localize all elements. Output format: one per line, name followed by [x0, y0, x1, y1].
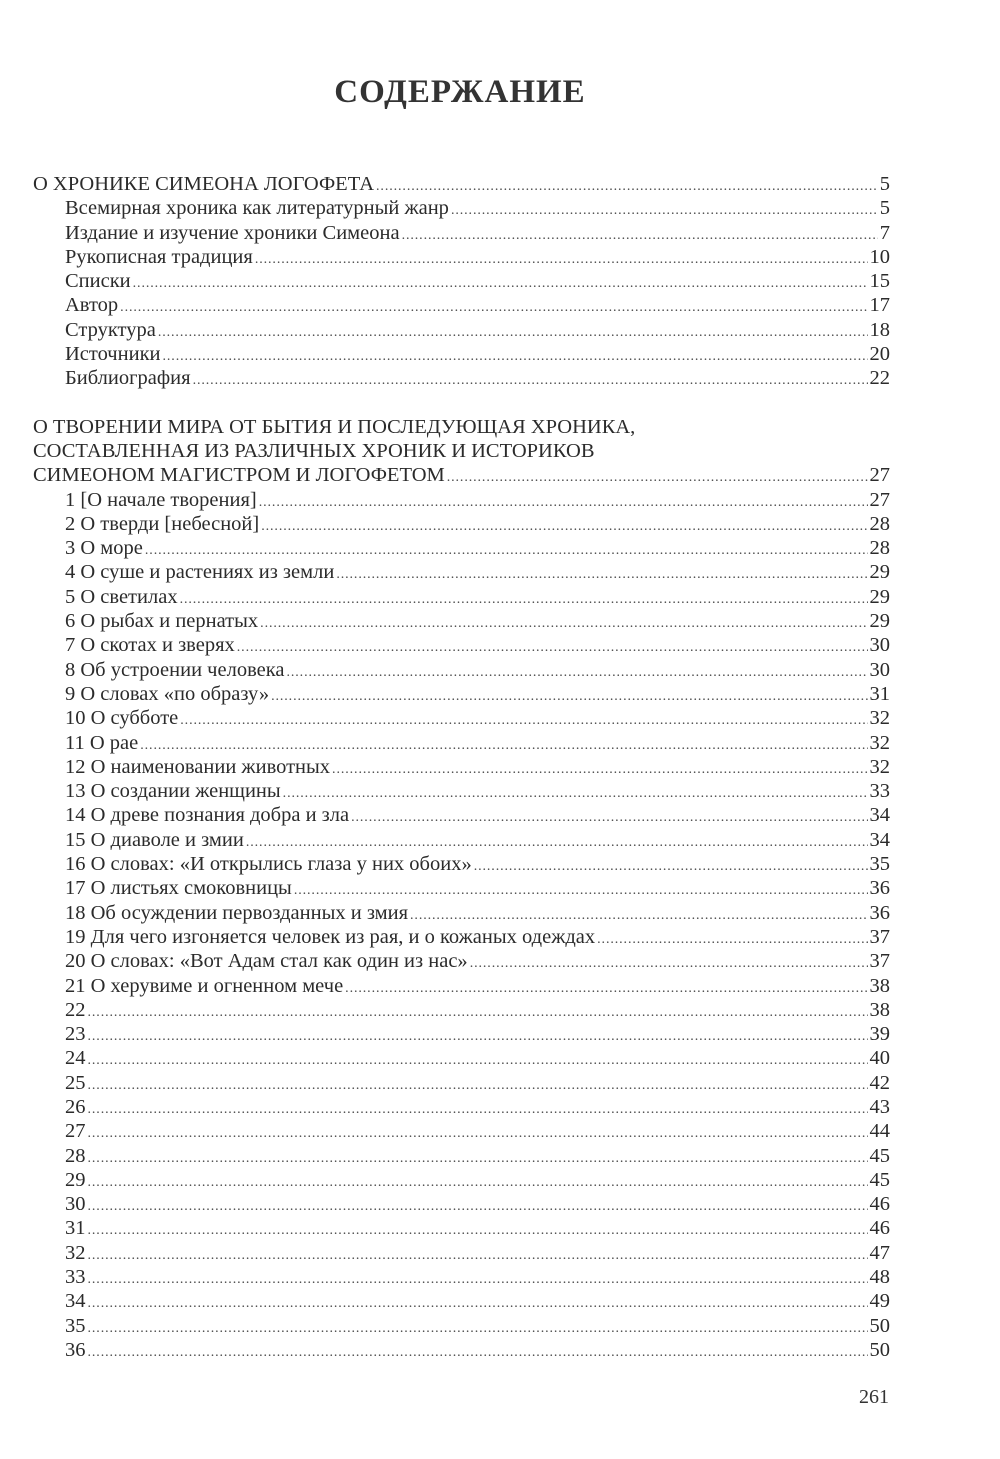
toc-page-number: 28 — [869, 537, 890, 560]
toc-page-number: 15 — [869, 270, 890, 293]
toc-heading-label: О ХРОНИКЕ СИМЕОНА ЛОГОФЕТА — [33, 173, 375, 195]
toc-entry[interactable] — [33, 1119, 890, 1143]
toc-section-heading[interactable] — [33, 463, 890, 487]
toc-entry[interactable] — [33, 803, 890, 827]
toc-page-number: 17 — [869, 294, 890, 317]
toc-entry[interactable] — [33, 245, 890, 269]
toc-page-number: 7 — [879, 221, 890, 244]
toc-heading-line: О ТВОРЕНИИ МИРА ОТ БЫТИЯ И ПОСЛЕДУЮЩАЯ ХРОНИКА, — [33, 415, 636, 438]
toc-entry-label: 11 О рае — [65, 731, 139, 754]
toc-entry-label: 9 О словах «по образу» — [65, 682, 270, 705]
toc-entry-label: 17 О листьях смоковницы — [65, 877, 292, 900]
toc-entry-label: 16 О словах: «И открылись глаза у них обоих» — [65, 853, 472, 876]
toc-entry-label: Списки — [65, 270, 131, 293]
leader-dots — [120, 296, 867, 320]
leader-dots — [237, 636, 868, 660]
toc-page-number: 50 — [869, 1314, 890, 1337]
toc-entry-label: 36 — [65, 1338, 86, 1361]
toc-entry-label: 3 О море — [65, 537, 143, 560]
toc-section-heading[interactable] — [33, 172, 890, 196]
leader-dots — [88, 1219, 868, 1243]
leader-dots — [193, 369, 868, 393]
leader-dots — [163, 345, 868, 369]
toc-entry-label: 25 — [65, 1071, 86, 1094]
toc-entry[interactable] — [33, 1144, 890, 1168]
leader-dots — [88, 1122, 868, 1146]
leader-dots — [88, 1147, 868, 1171]
toc-entry[interactable] — [33, 682, 890, 706]
toc-entry-label: 14 О древе познания добра и зла — [65, 804, 350, 827]
toc-page-number: 29 — [869, 610, 890, 633]
toc-entry[interactable] — [33, 1192, 890, 1216]
leader-dots — [451, 199, 878, 223]
toc-entry-label: 15 О диаволе и змии — [65, 828, 244, 851]
leader-dots — [133, 272, 868, 296]
toc-entry-label: Рукописная традиция — [65, 245, 253, 268]
toc-entry-label: Источники — [65, 343, 161, 366]
toc-page-number: 46 — [869, 1193, 890, 1216]
toc-page-number: 29 — [869, 585, 890, 608]
toc-page-number: 33 — [869, 780, 890, 803]
leader-dots — [259, 491, 868, 515]
toc-page-number: 44 — [869, 1120, 890, 1143]
toc-entry-label: 6 О рыбах и пернатых — [65, 610, 259, 633]
leader-dots — [88, 1268, 868, 1292]
toc-entry-label: 26 — [65, 1095, 86, 1118]
toc-entry[interactable] — [33, 998, 890, 1022]
toc-page-number: 35 — [869, 853, 890, 876]
toc-entry[interactable] — [33, 1168, 890, 1192]
toc-entry-label: 24 — [65, 1047, 86, 1070]
toc-entry-label: 20 О словах: «Вот Адам стал как один из нас» — [65, 950, 468, 973]
toc-entry-label: 13 О создании женщины — [65, 780, 281, 803]
toc-entry[interactable] — [33, 221, 890, 245]
leader-dots — [88, 1098, 868, 1122]
toc-entry-label: 29 — [65, 1168, 86, 1191]
toc-entry-label: 23 — [65, 1023, 86, 1046]
toc-section-2 — [33, 415, 890, 1363]
toc-entry[interactable] — [33, 1046, 890, 1070]
leader-dots — [88, 1341, 868, 1365]
section-spacer — [33, 391, 890, 415]
toc-page-number: 31 — [869, 682, 890, 705]
toc-entry[interactable] — [33, 269, 890, 293]
toc-page-number: 30 — [869, 634, 890, 657]
toc-page-number: 46 — [869, 1217, 890, 1240]
leader-dots — [88, 1244, 868, 1268]
toc-entry[interactable] — [33, 488, 890, 512]
leader-dots — [255, 248, 868, 272]
toc-entry-label: Всемирная хроника как литературный жанр — [65, 197, 449, 220]
toc-page-number: 38 — [869, 974, 890, 997]
toc-entry[interactable] — [33, 585, 890, 609]
toc-page-number: 47 — [869, 1241, 890, 1264]
toc-entry-label: 4 О суше и растениях из земли — [65, 561, 335, 584]
toc-entry[interactable] — [33, 901, 890, 925]
leader-dots — [88, 1195, 868, 1219]
toc-entry-label: 28 — [65, 1144, 86, 1167]
toc-page-number: 32 — [869, 731, 890, 754]
toc-entry[interactable] — [33, 1216, 890, 1240]
leader-dots — [447, 466, 868, 490]
toc-page-number: 48 — [869, 1266, 890, 1289]
toc-heading-label: СИМЕОНОМ МАГИСТРОМ И ЛОГОФЕТОМ — [33, 464, 445, 487]
toc-page-number: 32 — [869, 707, 890, 730]
toc-entry[interactable] — [33, 779, 890, 803]
toc-entry[interactable] — [33, 1314, 890, 1338]
toc-entry-label: 12 О наименовании животных — [65, 755, 331, 778]
toc-entry[interactable] — [33, 609, 890, 633]
table-of-contents — [33, 172, 890, 1362]
toc-entry-label: 7 О скотах и зверях — [65, 634, 235, 657]
toc-page-number: 45 — [869, 1144, 890, 1167]
toc-entry[interactable] — [33, 706, 890, 730]
toc-entry-label: 27 — [65, 1120, 86, 1143]
leader-dots — [88, 1171, 868, 1195]
leader-dots — [286, 661, 867, 685]
toc-entry[interactable] — [33, 1338, 890, 1362]
toc-entry[interactable] — [33, 1265, 890, 1289]
toc-page-number: 18 — [869, 318, 890, 341]
toc-entry[interactable] — [33, 196, 890, 220]
leader-dots — [271, 685, 867, 709]
toc-entry-label: 21 О херувиме и огненном мече — [65, 974, 344, 997]
toc-page-number: 28 — [869, 512, 890, 535]
toc-entry-label: Структура — [65, 318, 156, 341]
toc-entry[interactable] — [33, 1241, 890, 1265]
toc-section-1 — [33, 172, 890, 391]
leader-dots — [283, 782, 868, 806]
page-number-folio: 261 — [859, 1386, 889, 1408]
toc-entry-label: 34 — [65, 1290, 86, 1313]
toc-page-number: 20 — [869, 343, 890, 366]
toc-page-number: 38 — [869, 998, 890, 1021]
toc-page-number: 30 — [869, 658, 890, 681]
toc-entry-label: 19 Для чего изгоняется человек из рая, и о кожаных одеждах — [65, 925, 596, 948]
leader-dots — [88, 1049, 868, 1073]
toc-entry-label: Библиография — [65, 367, 191, 390]
toc-entry[interactable] — [33, 974, 890, 998]
page-title: СОДЕРЖАНИЕ — [334, 74, 586, 110]
toc-entry-label: 8 Об устроении человека — [65, 658, 285, 681]
toc-entry[interactable] — [33, 755, 890, 779]
toc-page-number: 43 — [869, 1095, 890, 1118]
toc-page-number: 27 — [869, 488, 890, 511]
toc-entry-label: 18 Об осуждении первозданных и змия — [65, 901, 409, 924]
toc-page-number: 22 — [869, 367, 890, 390]
toc-page-number: 27 — [869, 464, 890, 487]
toc-entry[interactable] — [33, 342, 890, 366]
toc-entry[interactable] — [33, 293, 890, 317]
leader-dots — [351, 806, 867, 830]
leader-dots — [88, 1001, 868, 1025]
toc-page-number: 10 — [869, 245, 890, 268]
toc-entry-label: 1 [О начале творения] — [65, 488, 257, 511]
toc-entry[interactable] — [33, 1022, 890, 1046]
toc-entry-label: Автор — [65, 294, 119, 317]
leader-dots — [88, 1292, 868, 1316]
toc-entry[interactable] — [33, 633, 890, 657]
toc-entry-label: 33 — [65, 1266, 86, 1289]
leader-dots — [402, 224, 878, 248]
toc-page-number: 39 — [869, 1023, 890, 1046]
leader-dots — [260, 612, 867, 636]
toc-page-number: 42 — [869, 1071, 890, 1094]
toc-entry-label: 35 — [65, 1314, 86, 1337]
leader-dots — [88, 1025, 868, 1049]
leader-dots — [597, 928, 867, 952]
toc-entry[interactable] — [33, 1095, 890, 1119]
toc-page-number: 50 — [869, 1338, 890, 1361]
leader-dots — [376, 175, 878, 199]
leader-dots — [336, 563, 867, 587]
toc-entry[interactable] — [33, 828, 890, 852]
toc-heading-line: СОСТАВЛЕННАЯ ИЗ РАЗЛИЧНЫХ ХРОНИК И ИСТОРИКОВ — [33, 439, 595, 462]
leader-dots — [332, 758, 867, 782]
toc-page-number: 37 — [869, 950, 890, 973]
leader-dots — [180, 709, 867, 733]
toc-entry-label: 30 — [65, 1193, 86, 1216]
toc-entry-label: Издание и изучение хроники Симеона — [65, 221, 400, 244]
leader-dots — [345, 977, 867, 1001]
leader-dots — [474, 855, 868, 879]
toc-entry-label: 5 О светилах — [65, 585, 178, 608]
toc-page-number: 36 — [869, 901, 890, 924]
toc-entry[interactable] — [33, 658, 890, 682]
toc-entry-label: 22 — [65, 998, 86, 1021]
leader-dots — [88, 1074, 868, 1098]
toc-page-number: 40 — [869, 1047, 890, 1070]
leader-dots — [261, 515, 867, 539]
toc-entry-label: 32 — [65, 1241, 86, 1264]
toc-entry[interactable] — [33, 852, 890, 876]
toc-entry[interactable] — [33, 512, 890, 536]
toc-entry[interactable] — [33, 318, 890, 342]
toc-page-number: 49 — [869, 1290, 890, 1313]
toc-entry[interactable] — [33, 1071, 890, 1095]
toc-entry-label: 2 О тверди [небесной] — [65, 512, 260, 535]
toc-entry[interactable] — [33, 1289, 890, 1313]
toc-entry[interactable] — [33, 366, 890, 390]
toc-page-number: 37 — [869, 925, 890, 948]
toc-entry-label: 31 — [65, 1217, 86, 1240]
toc-page-number: 36 — [869, 877, 890, 900]
toc-entry[interactable] — [33, 731, 890, 755]
leader-dots — [88, 1317, 868, 1341]
toc-page-number: 34 — [869, 828, 890, 851]
toc-entry[interactable] — [33, 925, 890, 949]
toc-entry[interactable] — [33, 536, 890, 560]
toc-page-number: 45 — [869, 1168, 890, 1191]
toc-page-number: 29 — [869, 561, 890, 584]
toc-entry-label: 10 О субботе — [65, 707, 179, 730]
leader-dots — [470, 952, 868, 976]
toc-page-number: 5 — [879, 197, 890, 220]
toc-page-number: 32 — [869, 755, 890, 778]
leader-dots — [180, 588, 868, 612]
toc-entry[interactable] — [33, 876, 890, 900]
toc-entry[interactable] — [33, 560, 890, 584]
leader-dots — [158, 321, 868, 345]
toc-entry[interactable] — [33, 949, 890, 973]
toc-page-number: 34 — [869, 804, 890, 827]
toc-page-number: 5 — [879, 173, 890, 195]
